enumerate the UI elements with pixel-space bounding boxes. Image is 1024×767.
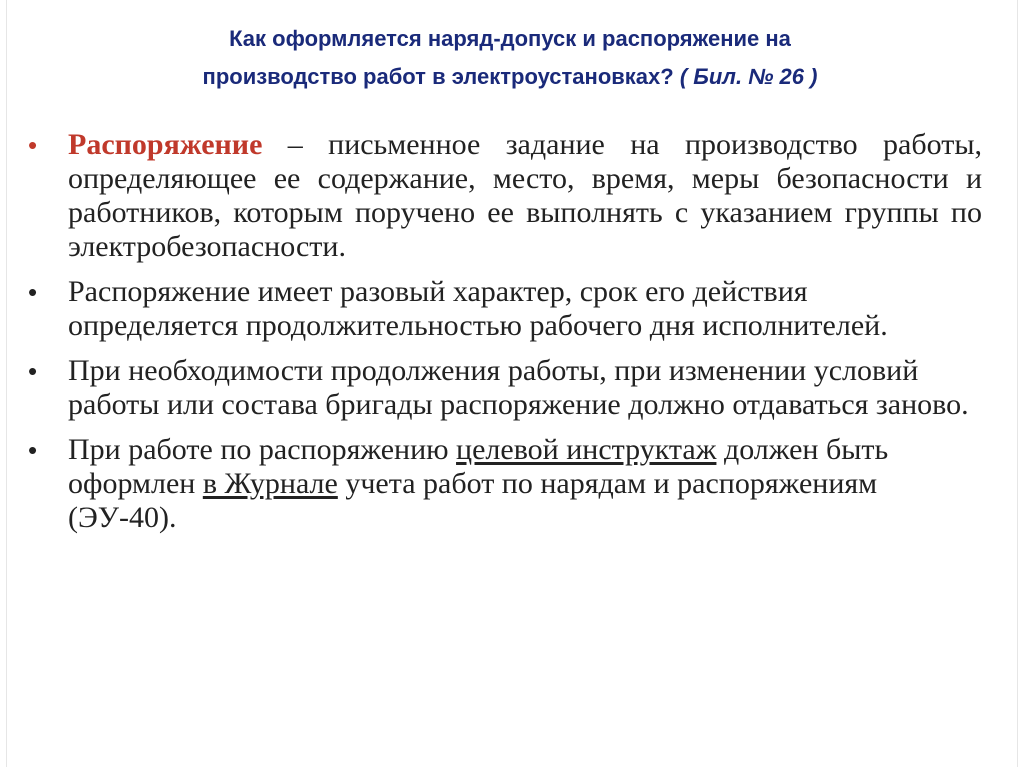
bullet-marker: •: [28, 356, 38, 386]
bullet-text: При необходимости продолжения работы, при изменении условий работы или состава бригады распоряжение должно отдаваться заново.: [68, 354, 969, 421]
title-line-1: Как оформляется наряд-допуск и распоряжение на: [229, 26, 791, 51]
bullet-text: Распоряжение имеет разовый характер, срок его действия определяется продолжительностью рабочего дня исполнителей.: [68, 275, 888, 342]
term-rasporyazhenie: Распоряжение: [68, 128, 263, 161]
underlined-journal: в Журнале: [202, 467, 338, 500]
bullet-text-mid: должен быть оформлен: [68, 433, 889, 500]
bullet-item-renewal: [28, 354, 982, 422]
bullet-item-definition: [28, 128, 982, 264]
definition-text: – письменное задание на производство работы, определяющее ее содержание, место, время, меры безопасности и работников, которым поручено ее выполнять с указанием группы по электробезопасности.: [68, 128, 982, 263]
bullet-text-pre: При работе по распоряжению: [68, 433, 457, 466]
bullet-marker: •: [28, 435, 38, 465]
bullet-item-one-time: [28, 275, 982, 343]
title-question: производство работ в электроустановках?: [202, 64, 674, 89]
title-line-2: [60, 58, 960, 96]
bullet-marker: •: [28, 130, 38, 160]
ticket-number: ( Бил. № 26 ): [679, 64, 818, 89]
bullet-text-post: учета работ по нарядам и распоряжениям (ЭУ-40).: [68, 467, 878, 534]
bullet-marker: •: [28, 277, 38, 307]
slide-title: [60, 20, 960, 96]
underlined-target-briefing: целевой инструктаж: [456, 433, 717, 466]
bullet-list: [28, 128, 982, 546]
bullet-item-instruction: [28, 433, 982, 535]
